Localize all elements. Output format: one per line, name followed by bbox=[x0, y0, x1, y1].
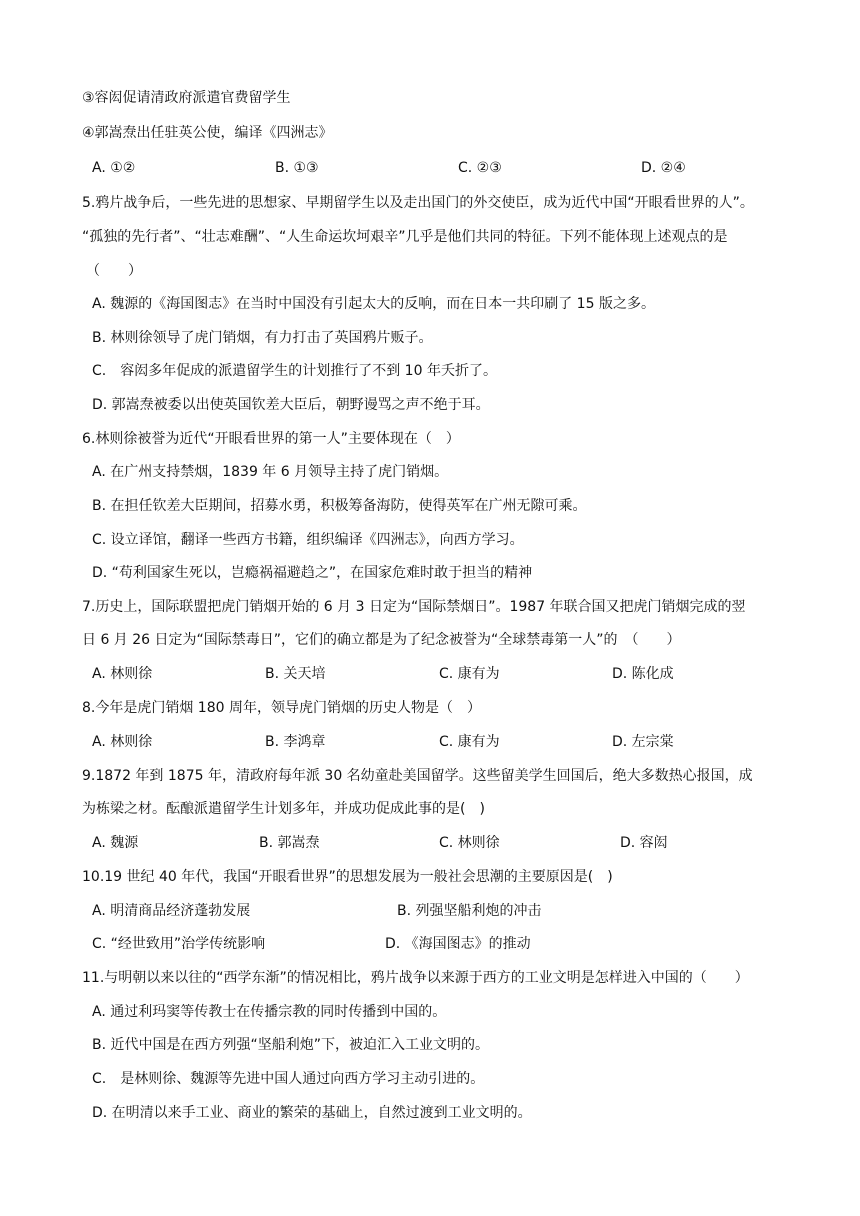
q10-option-b: B. 列强坚船利炮的冲击 bbox=[397, 903, 542, 919]
q5-option-a: A. 魏源的《海国图志》在当时中国没有引起太大的反响，而在日本一共印刷了 15 版之多。 bbox=[92, 296, 655, 312]
q8-option-d: D. 左宗棠 bbox=[612, 734, 674, 750]
q4-options bbox=[0, 158, 860, 178]
q6-option-b: B. 在担任钦差大臣期间，招募水勇，积极筹备海防，使得英军在广州无隙可乘。 bbox=[92, 498, 587, 514]
q11-option-d: D. 在明清以来手工业、商业的繁荣的基础上，自然过渡到工业文明的。 bbox=[92, 1105, 532, 1121]
q10-options-row1 bbox=[0, 901, 860, 921]
q4-option-d: D. ②④ bbox=[641, 160, 686, 176]
q10-option-a: A. 明清商品经济蓬勃发展 bbox=[92, 903, 251, 919]
q6-stem: 6.林则徐被誉为近代“开眼看世界的第一人”主要体现在（ ） bbox=[82, 431, 460, 447]
q9-stem-line1: 9.1872 年到 1875 年，清政府每年派 30 名幼童赴美国留学。这些留美学生回国后，绝大多数热心报国，成 bbox=[82, 768, 753, 784]
q8-option-c: C. 康有为 bbox=[439, 734, 500, 750]
q6-option-a: A. 在广州支持禁烟，1839 年 6 月领导主持了虎门销烟。 bbox=[92, 464, 449, 480]
q4-option-c: C. ②③ bbox=[458, 160, 502, 176]
q5-option-d: D. 郭嵩焘被委以出使英国钦差大臣后，朝野谩骂之声不绝于耳。 bbox=[92, 397, 490, 413]
q4-statement-3: ③容闳促请清政府派遣官费留学生 bbox=[82, 90, 291, 106]
q5-stem-line2: “孤独的先行者”、“壮志难酬”、“人生命运坎坷艰辛”几乎是他们共同的特征。下列不能体现上述观点的是 bbox=[82, 229, 728, 245]
q9-option-d: D. 容闳 bbox=[620, 835, 668, 851]
q7-option-b: B. 关天培 bbox=[265, 666, 326, 682]
q8-option-a: A. 林则徐 bbox=[92, 734, 153, 750]
q5-option-b: B. 林则徐领导了虎门销烟，有力打击了英国鸦片贩子。 bbox=[92, 330, 433, 346]
q6-option-d: D. “苟利国家生死以，岂瘾祸福避趋之”，在国家危难时敢于担当的精神 bbox=[92, 565, 533, 581]
q9-option-a: A. 魏源 bbox=[92, 835, 139, 851]
q5-option-c: C. 容闳多年促成的派遣留学生的计划推行了不到 10 年夭折了。 bbox=[92, 363, 497, 379]
q7-option-c: C. 康有为 bbox=[439, 666, 500, 682]
q9-option-c: C. 林则徐 bbox=[439, 835, 500, 851]
q11-option-c: C. 是林则徐、魏源等先进中国人通过向西方学习主动引进的。 bbox=[92, 1071, 485, 1087]
q9-options bbox=[0, 833, 860, 853]
q7-option-d: D. 陈化成 bbox=[612, 666, 674, 682]
q11-option-a: A. 通过利玛窦等传教士在传播宗教的同时传播到中国的。 bbox=[92, 1004, 447, 1020]
q9-option-b: B. 郭嵩焘 bbox=[259, 835, 320, 851]
q6-option-c: C. 设立译馆，翻译一些西方书籍，组织编译《四洲志》，向西方学习。 bbox=[92, 532, 524, 548]
q10-options-row2 bbox=[0, 934, 860, 954]
q10-stem: 10.19 世纪 40 年代，我国“开眼看世界”的思想发展为一般社会思潮的主要原因是( ) bbox=[82, 869, 613, 885]
q8-option-b: B. 李鸿章 bbox=[265, 734, 326, 750]
q8-stem: 8.今年是虎门销烟 180 周年，领导虎门销烟的历史人物是（ ） bbox=[82, 700, 481, 716]
q5-answer-blank: （ ） bbox=[86, 263, 142, 279]
q10-option-c: C. “经世致用”治学传统影响 bbox=[92, 936, 266, 952]
q4-option-a: A. ①② bbox=[92, 160, 136, 176]
q4-statement-4: ④郭嵩焘出任驻英公使，编译《四洲志》 bbox=[82, 125, 333, 141]
q7-options bbox=[0, 664, 860, 684]
q4-option-b: B. ①③ bbox=[275, 160, 319, 176]
q9-stem-line2: 为栋梁之材。酝酿派遣留学生计划多年，并成功促成此事的是( ) bbox=[82, 801, 485, 817]
q5-stem-line1: 5.鸦片战争后，一些先进的思想家、早期留学生以及走出国门的外交使臣，成为近代中国“开眼看世界的人”。 bbox=[82, 195, 754, 211]
q8-options bbox=[0, 732, 860, 752]
q11-option-b: B. 近代中国是在西方列强“坚船利炮”下，被迫汇入工业文明的。 bbox=[92, 1037, 490, 1053]
q7-option-a: A. 林则徐 bbox=[92, 666, 153, 682]
q7-stem-line1: 7.历史上，国际联盟把虎门销烟开始的 6 月 3 日定为“国际禁烟日”。1987 年联合国又把虎门销烟完成的翌 bbox=[82, 599, 746, 615]
q11-stem: 11.与明朝以来以往的“西学东渐”的情况相比，鸦片战争以来源于西方的工业文明是怎样进入中国的（ ） bbox=[82, 970, 749, 986]
q7-stem-line2: 日 6 月 26 日定为“国际禁毒日”，它们的确立都是为了纪念被誉为“全球禁毒第一人”的 （ ） bbox=[82, 632, 681, 648]
q10-option-d: D. 《海国图志》的推动 bbox=[385, 936, 531, 952]
